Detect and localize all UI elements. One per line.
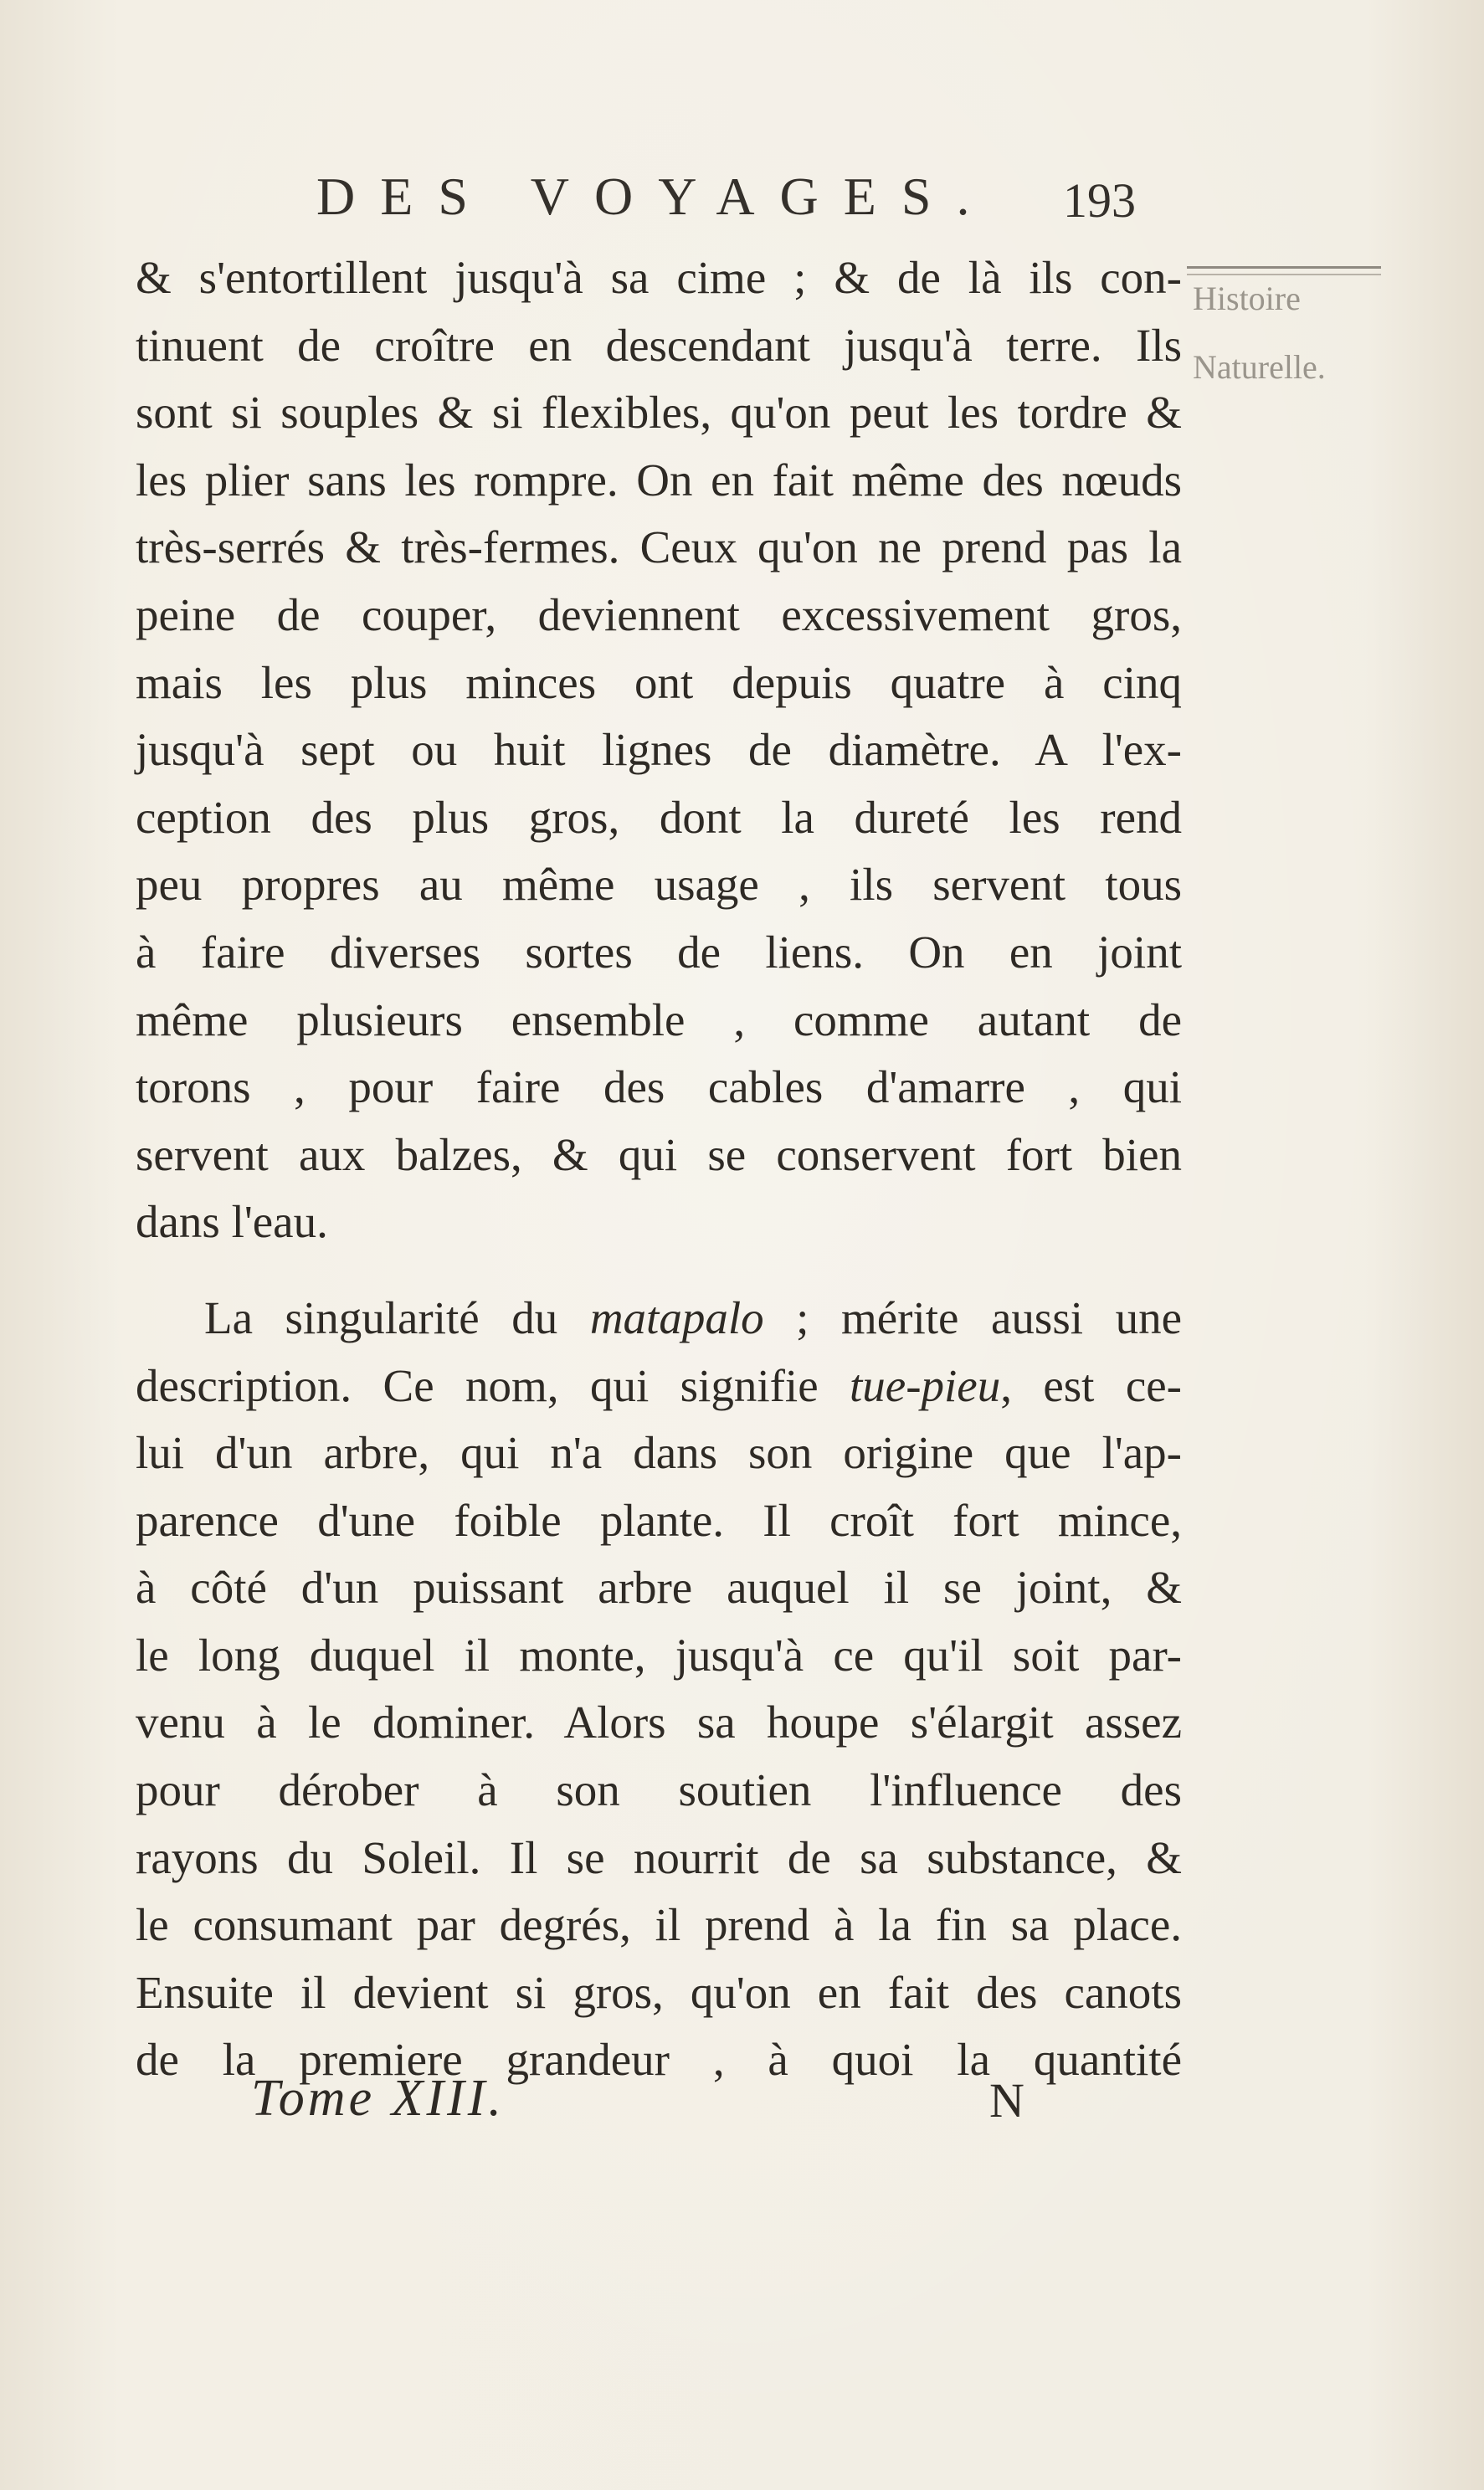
text-line: peu propres au même usage , ils servent tous [136,859,1182,911]
text-line: servent aux balzes, & qui se conservent fort bien [136,1128,1182,1180]
gathering-signature: N [989,2073,1024,2128]
text-line: le long duquel il monte, jusqu'à ce qu'il soit par- [136,1629,1182,1681]
text-line: Ensuite il devient si gros, qu'on en fait des canots [136,1966,1182,2018]
text-line: mais les plus minces ont depuis quatre à cinq [136,656,1182,708]
text-line: ception des plus gros, dont la dureté les rend [136,791,1182,843]
text-line: à côté d'un puissant arbre auquel il se joint, & [136,1562,1182,1614]
text-line: sont si souples & si flexibles, qu'on peut les tordre & [136,387,1182,439]
text-segment: ; mérite aussi une [763,1291,1182,1343]
text-line [136,1353,1182,1420]
text-line: dans l'eau. [136,1196,328,1248]
text-segment: La singularité du [204,1291,590,1343]
text-line: les plier sans les rompre. On en fait même des nœuds [136,454,1182,506]
text-line: jusqu'à sept ou huit lignes de diamètre. A l'ex- [136,724,1182,776]
text-line: très-serrés & très-fermes. Ceux qu'on ne prend pas la [136,521,1182,573]
text-line: & s'entortillent jusqu'à sa cime ; & de là ils con- [136,252,1182,303]
italic-term: matapalo [589,1291,764,1343]
text-line: torons , pour faire des cables d'amarre , qui [136,1061,1182,1113]
text-segment: , est ce- [1000,1359,1182,1411]
main-text [136,244,1182,2094]
text-line: tinuent de croître en descendant jusqu'à terre. Ils [136,319,1182,371]
running-head: DES VOYAGES. [316,167,995,226]
text-line: parence d'une foible plante. Il croît fort mince, [136,1494,1182,1546]
text-line: peine de couper, deviennent excessivement gros, [136,588,1182,640]
text-segment: description. Ce nom, qui signifie [136,1359,850,1411]
text-line [136,1285,1182,1353]
text-line: lui d'un arbre, qui n'a dans son origine que l'ap- [136,1427,1182,1479]
volume-signature: Tome XIII. [251,2070,505,2127]
italic-term: tue-pieu [850,1359,1001,1411]
text-line: pour dérober à son soutien l'influence des [136,1764,1182,1816]
text-line: le consumant par degrés, il prend à la fin sa place. [136,1899,1182,1951]
page-number: 193 [1063,173,1136,228]
text-line: de la premiere grandeur , à quoi la quantité [136,2034,1182,2086]
margin-note-line-1: Histoire [1193,280,1301,317]
margin-note [1193,264,1394,402]
margin-note-line-2: Naturelle. [1193,348,1326,386]
text-line: venu à le dominer. Alors sa houpe s'élargit assez [136,1697,1182,1748]
text-line: rayons du Soleil. Il se nourrit de sa substance, & [136,1831,1182,1883]
paragraph-gap [136,1256,1182,1285]
text-line: à faire diverses sortes de liens. On en joint [136,926,1182,978]
text-line: même plusieurs ensemble , comme autant de [136,993,1182,1045]
